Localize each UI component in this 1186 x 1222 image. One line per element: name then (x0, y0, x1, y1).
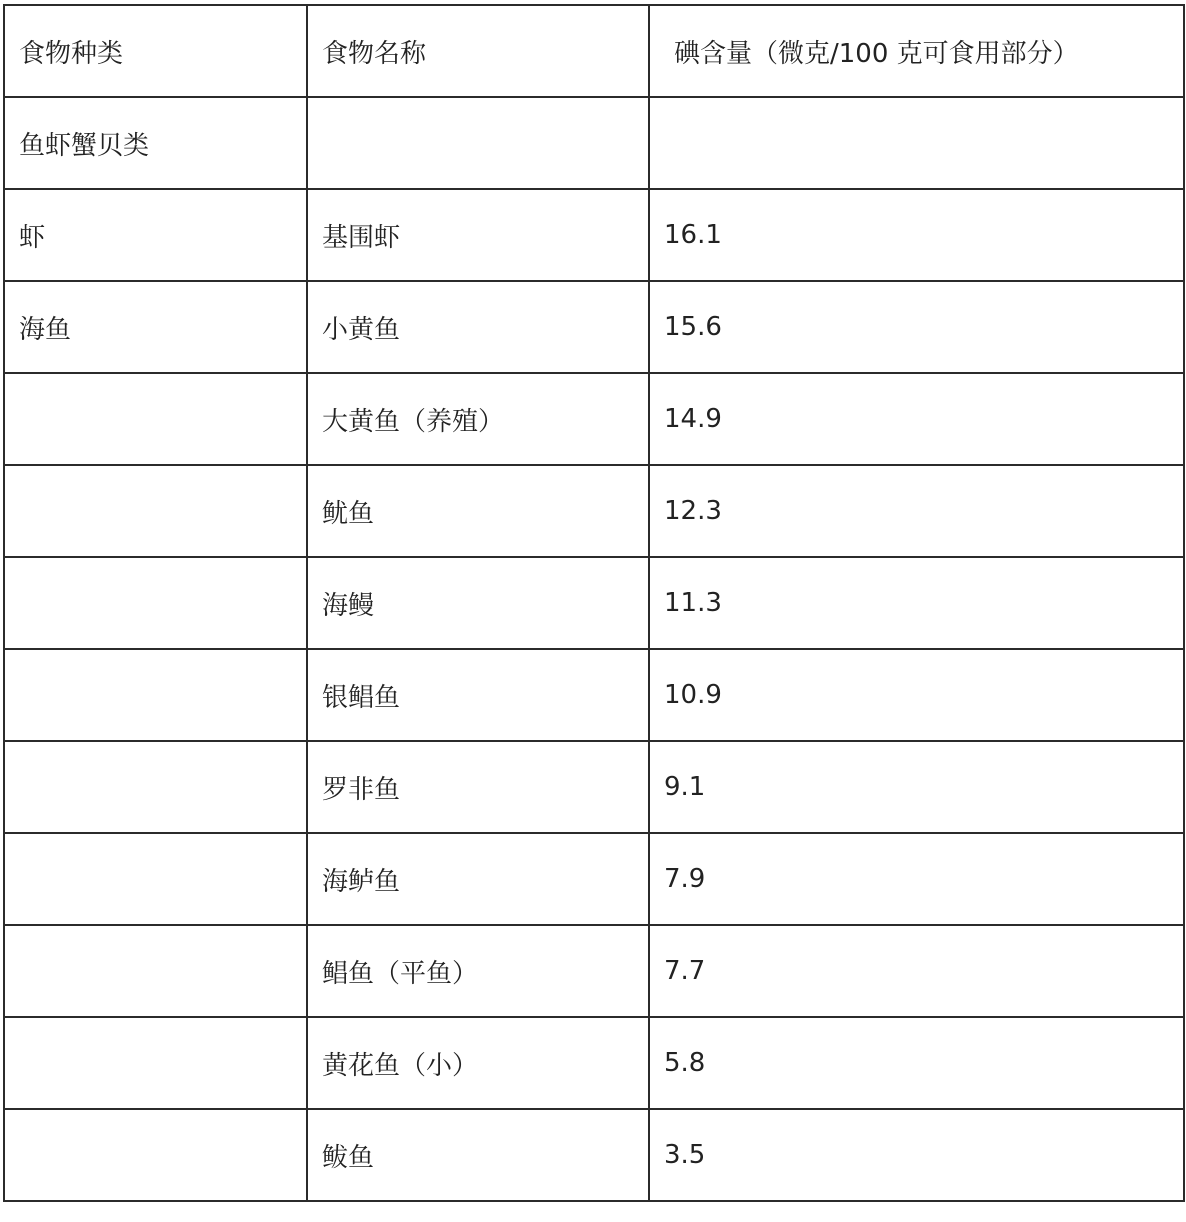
table-row (4, 741, 1184, 833)
cell-food-name: 罗非鱼 (307, 741, 649, 833)
cell-iodine-value: 11.3 (649, 557, 1184, 649)
table-row (4, 189, 1184, 281)
table-row (4, 373, 1184, 465)
cell-iodine-value: 5.8 (649, 1017, 1184, 1109)
table-row (4, 925, 1184, 1017)
cell-food-name (307, 97, 649, 189)
table-header (4, 5, 1184, 97)
header-row (4, 5, 1184, 97)
cell-food-name: 大黄鱼（养殖） (307, 373, 649, 465)
cell-food-name: 海鲈鱼 (307, 833, 649, 925)
cell-food-name: 小黄鱼 (307, 281, 649, 373)
iodine-content-table (3, 4, 1185, 1202)
table-row (4, 1109, 1184, 1201)
cell-food-name: 海鳗 (307, 557, 649, 649)
cell-category (4, 741, 307, 833)
table-row (4, 281, 1184, 373)
cell-food-name: 基围虾 (307, 189, 649, 281)
table-row (4, 833, 1184, 925)
cell-iodine-value: 14.9 (649, 373, 1184, 465)
table-row (4, 465, 1184, 557)
cell-category: 虾 (4, 189, 307, 281)
cell-category (4, 465, 307, 557)
cell-iodine-value: 3.5 (649, 1109, 1184, 1201)
header-food-category: 食物种类 (4, 5, 307, 97)
cell-food-name: 鱿鱼 (307, 465, 649, 557)
cell-category: 海鱼 (4, 281, 307, 373)
cell-category (4, 833, 307, 925)
cell-food-name: 银鲳鱼 (307, 649, 649, 741)
cell-food-name: 鲳鱼（平鱼） (307, 925, 649, 1017)
cell-category (4, 557, 307, 649)
table-row (4, 97, 1184, 189)
cell-category (4, 649, 307, 741)
cell-category (4, 925, 307, 1017)
table-body (4, 97, 1184, 1201)
table-row (4, 557, 1184, 649)
cell-iodine-value: 16.1 (649, 189, 1184, 281)
iodine-content-table-container (3, 4, 1183, 1202)
header-iodine-content: 碘含量（微克/100 克可食用部分） (649, 5, 1184, 97)
cell-category (4, 1017, 307, 1109)
table-row (4, 1017, 1184, 1109)
cell-food-name: 黄花鱼（小） (307, 1017, 649, 1109)
cell-iodine-value: 10.9 (649, 649, 1184, 741)
cell-category (4, 1109, 307, 1201)
cell-category: 鱼虾蟹贝类 (4, 97, 307, 189)
table-row (4, 649, 1184, 741)
cell-iodine-value: 15.6 (649, 281, 1184, 373)
cell-iodine-value: 7.7 (649, 925, 1184, 1017)
header-food-name: 食物名称 (307, 5, 649, 97)
cell-food-name: 鲅鱼 (307, 1109, 649, 1201)
cell-iodine-value: 12.3 (649, 465, 1184, 557)
cell-category (4, 373, 307, 465)
cell-iodine-value: 7.9 (649, 833, 1184, 925)
cell-iodine-value (649, 97, 1184, 189)
cell-iodine-value: 9.1 (649, 741, 1184, 833)
